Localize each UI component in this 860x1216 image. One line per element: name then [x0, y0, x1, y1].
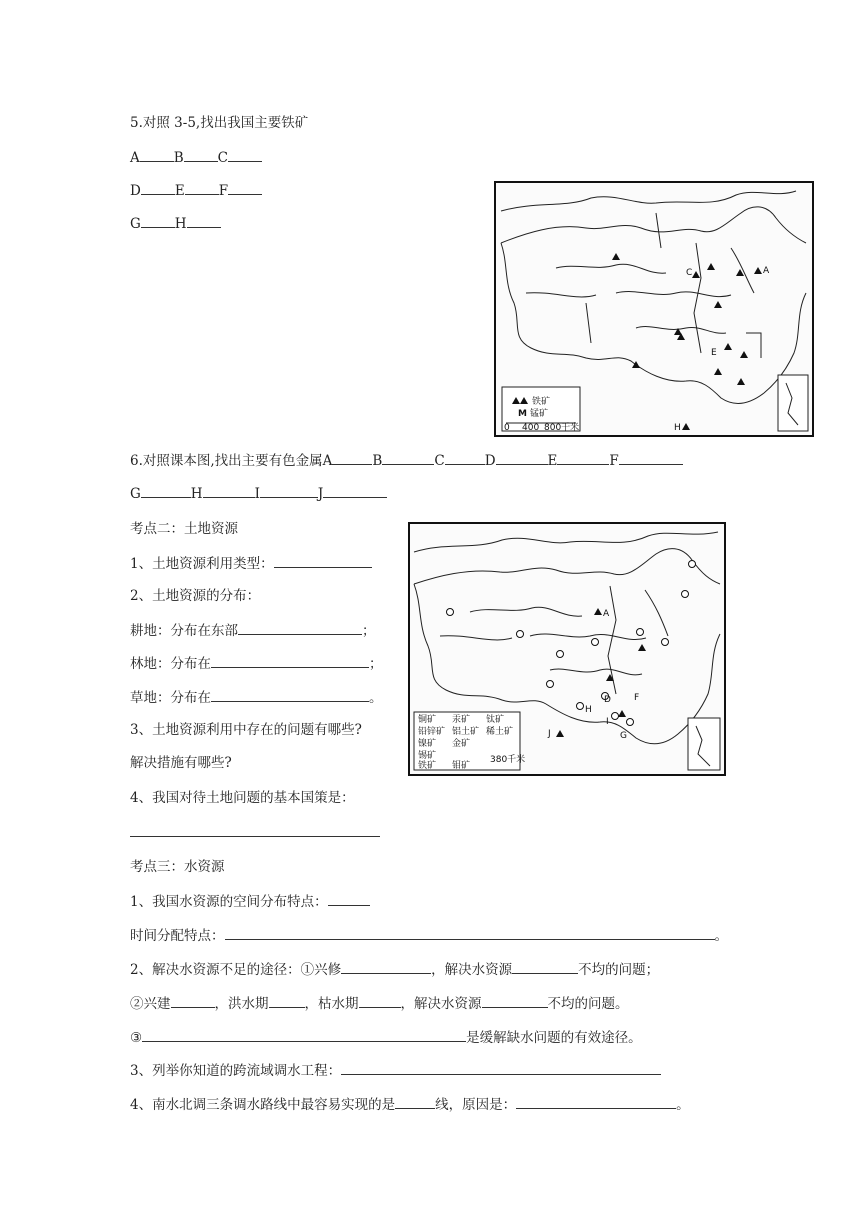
kd2-l1: 1、土地资源利用类型： [130, 554, 372, 573]
svg-text:镍矿: 镍矿 [418, 739, 437, 749]
map2-label-j: J [548, 729, 551, 739]
blank-h[interactable] [187, 214, 221, 228]
svg-text:M: M [518, 409, 527, 419]
svg-text:锡矿: 锡矿 [418, 751, 437, 761]
svg-text:铅锌矿: 铅锌矿 [418, 727, 446, 737]
blank-land-type[interactable] [274, 554, 372, 568]
iron-ore-map [494, 181, 814, 437]
blank-l2a[interactable] [512, 960, 578, 974]
svg-text:稀土矿: 稀土矿 [486, 727, 514, 737]
legend-iron: 铁矿 [532, 397, 551, 407]
map2-label-d: D [604, 695, 611, 705]
kd2-l4: 4、我国对待土地问题的基本国策是： [130, 790, 355, 806]
map1-label-c: C [686, 268, 693, 278]
blank-a[interactable] [140, 148, 174, 162]
kd3-l2c: ③ 是缓解缺水问题的有效途径。 [130, 1030, 642, 1046]
svg-text:400: 400 [522, 423, 540, 433]
blank-l2c[interactable] [142, 1028, 466, 1042]
kd3-l1b: 时间分配特点： 。 [130, 928, 728, 944]
answer-row-5-1: A B C [130, 148, 262, 167]
svg-text:钼矿: 钼矿 [452, 761, 471, 771]
kd2-title: 考点二：土地资源 [130, 521, 238, 537]
blank-dry[interactable] [359, 994, 401, 1008]
blank-6i[interactable] [260, 484, 318, 498]
kd3-title: 考点三：水资源 [130, 859, 225, 875]
legend-manganese: 锰矿 [530, 409, 549, 419]
kd3-l2a: 2、解决水资源不足的途径：①兴修 ，解决水资源 不均的问题； [130, 962, 660, 978]
blank-6j[interactable] [323, 484, 387, 498]
blank-6e[interactable] [557, 451, 609, 465]
kd2-l4-blank-line [130, 823, 380, 842]
svg-text:金矿: 金矿 [452, 739, 471, 749]
blank-flood[interactable] [269, 994, 305, 1008]
kd2-l2: 2、土地资源的分布： [130, 588, 261, 604]
svg-text:铝土矿: 铝土矿 [452, 727, 480, 737]
blank-6h[interactable] [203, 484, 255, 498]
question-6: 6.对照课本图,找出主要有色金属A B C D E F [130, 451, 683, 470]
blank-g[interactable] [141, 214, 175, 228]
blank-6d[interactable] [496, 451, 548, 465]
svg-text:铁矿: 铁矿 [418, 761, 437, 771]
svg-text:汞矿: 汞矿 [452, 715, 471, 725]
blank-b[interactable] [184, 148, 218, 162]
answer-row-5-3: G H [130, 214, 221, 233]
answer-row-5-2: D E F [130, 181, 262, 200]
kd2-l3: 3、土地资源利用中存在的问题有哪些? [130, 722, 362, 738]
map2-label-h: H [585, 705, 592, 715]
kd2-lindi: 林地：分布在 ； [130, 656, 383, 672]
map2-label-i: I [606, 717, 609, 727]
kd2-gengdi: 耕地：分布在东部 ； [130, 623, 376, 639]
blank-spatial[interactable] [328, 892, 370, 906]
question-5: 5.对照 3-5,找出我国主要铁矿 [130, 115, 309, 131]
blank-6g[interactable] [141, 484, 191, 498]
svg-text:380千米: 380千米 [490, 755, 526, 765]
map1-label-h: H [674, 423, 681, 433]
question-6-row2: G H I J [130, 484, 387, 503]
blank-d[interactable] [141, 181, 175, 195]
blank-temporal[interactable] [225, 926, 715, 940]
blank-gengdi[interactable] [238, 621, 362, 635]
blank-reason[interactable] [516, 1095, 676, 1109]
blank-lindi[interactable] [211, 654, 369, 668]
kd3-l4: 4、南水北调三条调水路线中最容易实现的是 线，原因是： 。 [130, 1097, 690, 1113]
kd3-l3: 3、列举你知道的跨流域调水工程： [130, 1061, 661, 1080]
nonferrous-metals-map [408, 522, 726, 776]
blank-6f[interactable] [619, 451, 683, 465]
blank-l2b[interactable] [482, 994, 548, 1008]
kd3-l2b: ②兴建 ，洪水期 ，枯水期 ，解决水资源 不均的问题。 [130, 996, 629, 1012]
map1-label-a: A [763, 266, 770, 276]
map2-label-a: A [603, 609, 610, 619]
map1-label-e: E [711, 348, 717, 358]
blank-xingjian[interactable] [171, 994, 215, 1008]
map2-label-g: G [620, 731, 627, 741]
svg-text:铜矿: 铜矿 [418, 715, 437, 725]
blank-f[interactable] [228, 181, 262, 195]
blank-6a[interactable] [332, 451, 372, 465]
svg-text:800千米: 800千米 [544, 423, 580, 433]
blank-xingxiu[interactable] [341, 960, 431, 974]
svg-text:0: 0 [504, 423, 510, 433]
blank-route[interactable] [395, 1095, 435, 1109]
blank-6c[interactable] [445, 451, 485, 465]
blank-6b[interactable] [382, 451, 434, 465]
blank-e[interactable] [185, 181, 219, 195]
blank-policy[interactable] [130, 823, 380, 837]
kd2-caodi: 草地：分布在 。 [130, 690, 383, 706]
kd3-l1: 1、我国水资源的空间分布特点： [130, 892, 370, 911]
map2-label-f: F [634, 693, 640, 703]
blank-c[interactable] [228, 148, 262, 162]
blank-caodi[interactable] [211, 688, 369, 702]
blank-transfer[interactable] [341, 1061, 661, 1075]
kd2-l3b: 解决措施有哪些? [130, 755, 232, 771]
svg-text:钛矿: 钛矿 [486, 715, 505, 725]
